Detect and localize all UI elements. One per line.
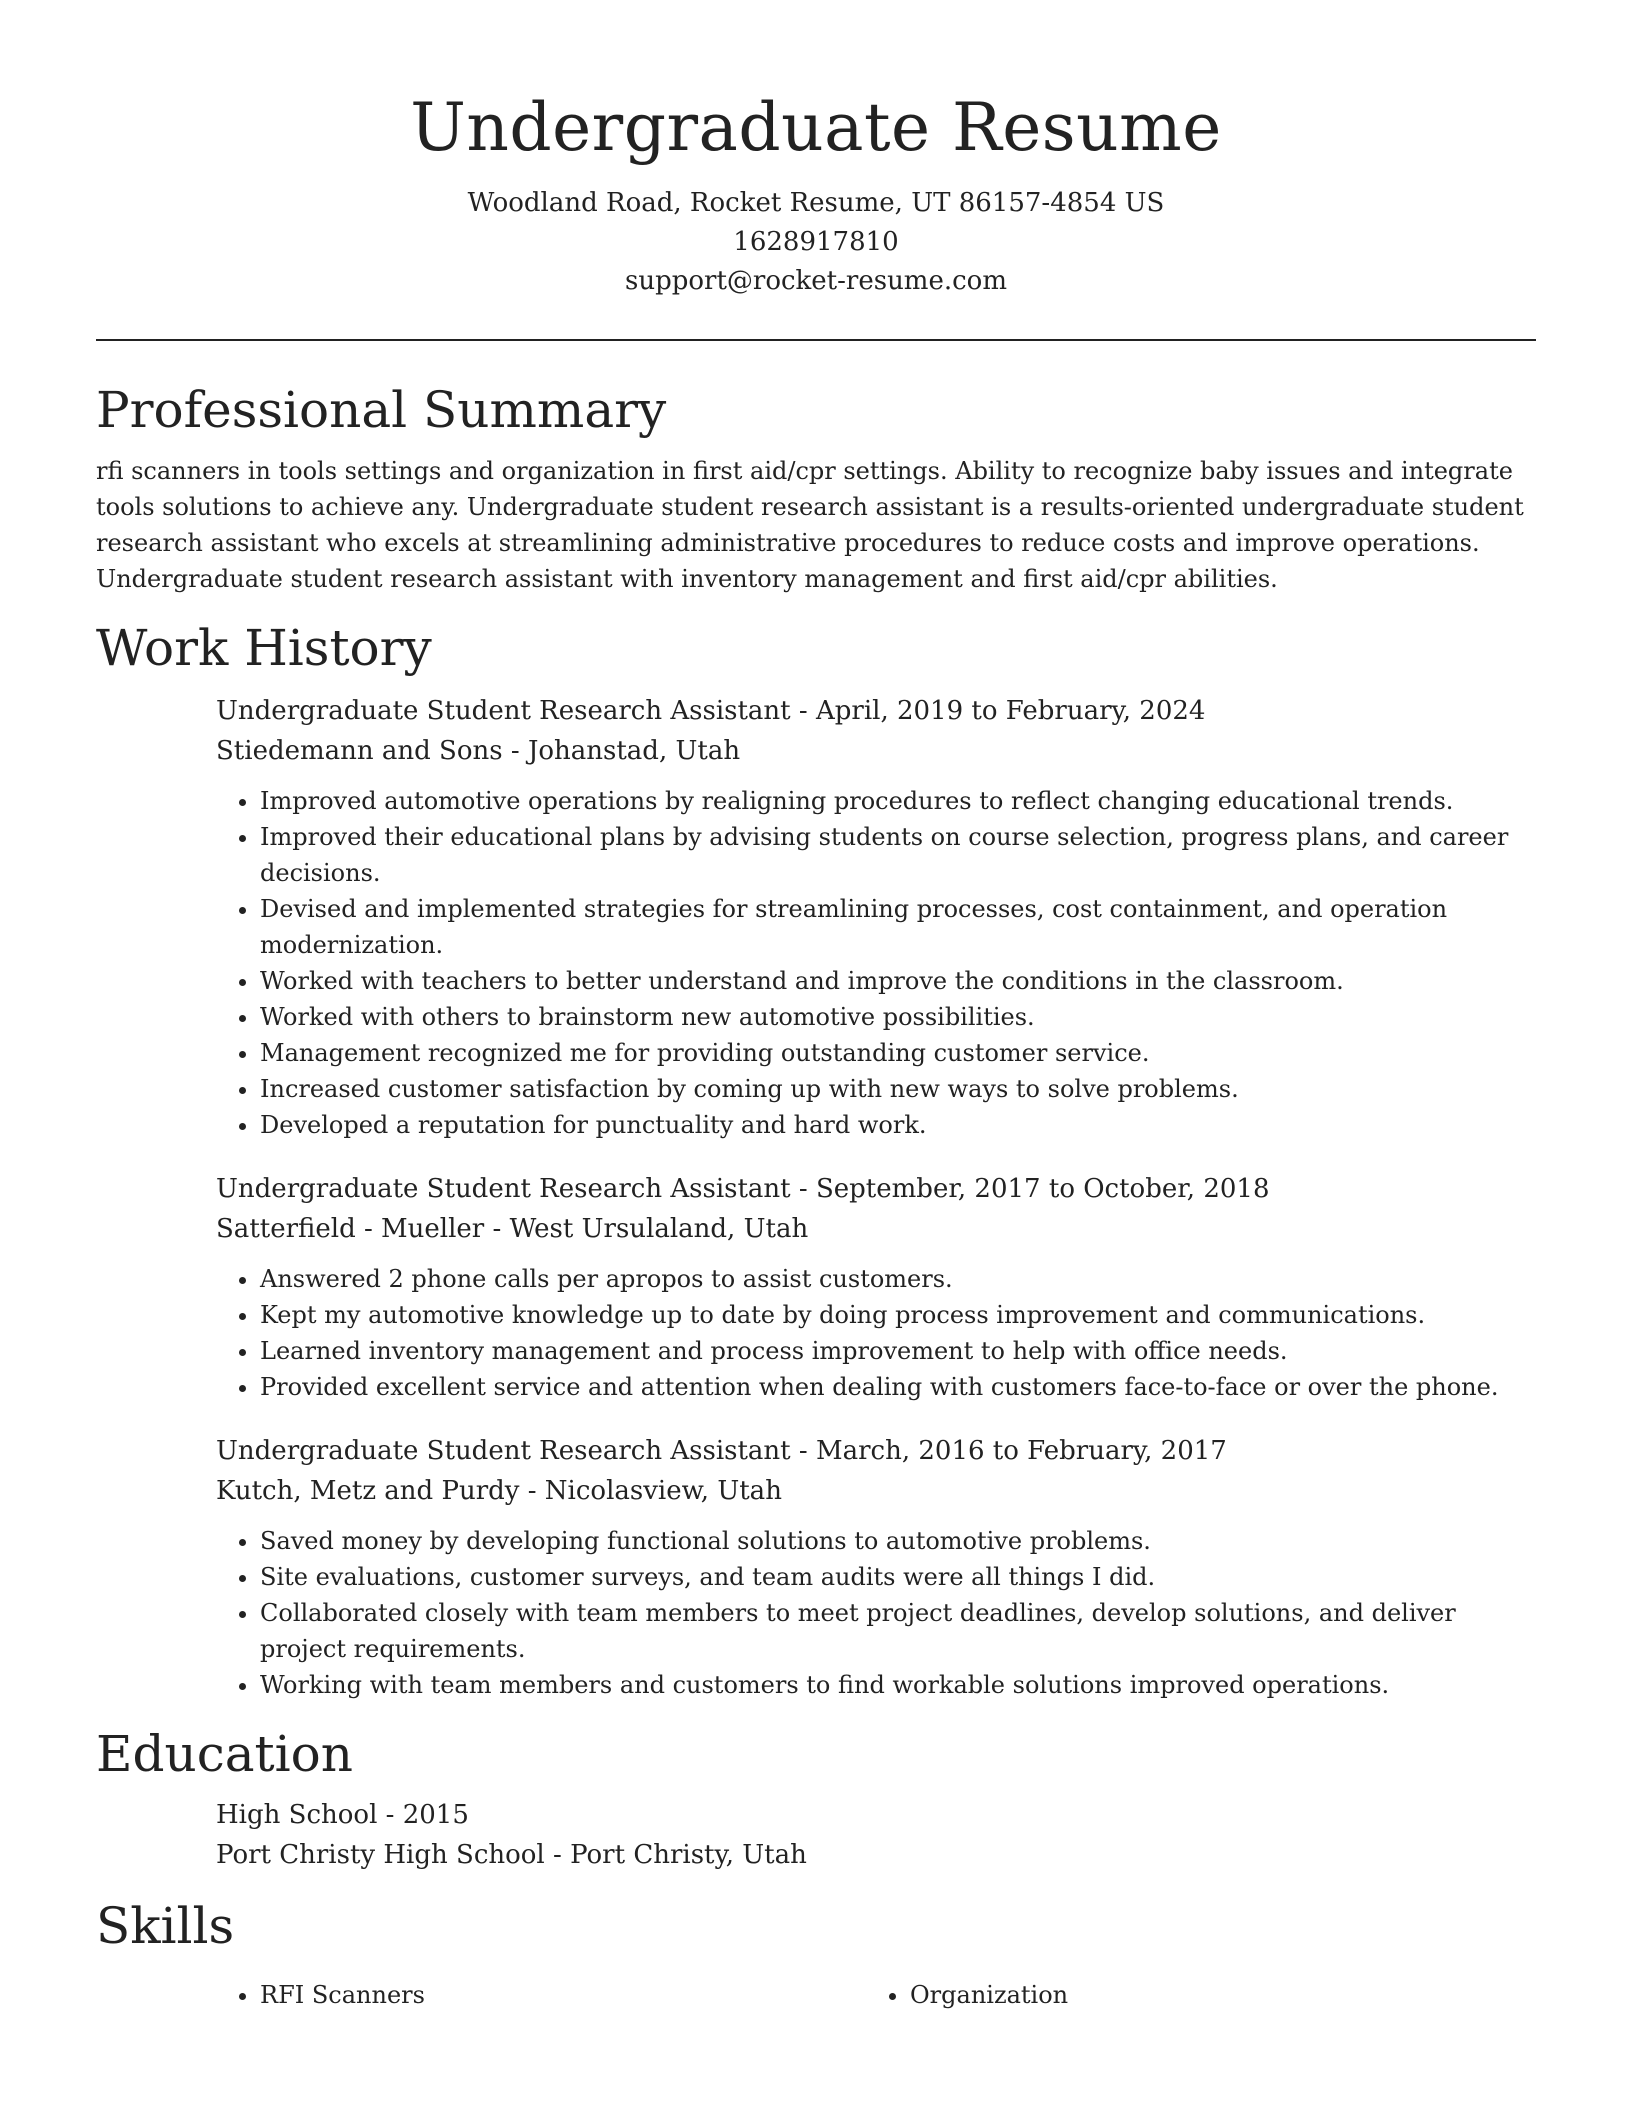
job-bullet: • Worked with teachers to better understand and improve the conditions in the classroom. bbox=[260, 963, 1536, 999]
job-location: West Ursulaland, Utah bbox=[509, 1214, 809, 1244]
job-bullet: • Worked with others to brainstorm new automotive possibilities. bbox=[260, 999, 1536, 1035]
job-bullet: • Devised and implemented strategies for streamlining processes, cost containment, and operation modernization. bbox=[260, 891, 1536, 963]
education-entry bbox=[216, 1795, 1536, 1875]
job-entry bbox=[216, 691, 1536, 1143]
skills-column-right bbox=[866, 1977, 1516, 2013]
school-separator: - bbox=[544, 1840, 571, 1870]
job-dates: April, 2019 to February, 2024 bbox=[815, 696, 1206, 726]
job-title-line bbox=[216, 1431, 1536, 1471]
resume-page bbox=[96, 0, 1536, 2013]
job-location: Johanstad, Utah bbox=[527, 736, 741, 766]
contact-phone: 1628917810 bbox=[733, 227, 899, 257]
job-bullet: • Management recognized me for providing outstanding customer service. bbox=[260, 1035, 1536, 1071]
education-degree: High School bbox=[216, 1800, 378, 1830]
job-bullet: • Working with team members and customers to find workable solutions improved operations. bbox=[260, 1667, 1536, 1703]
job-company: Stiedemann and Sons bbox=[216, 736, 503, 766]
job-company: Kutch, Metz and Purdy bbox=[216, 1476, 520, 1506]
job-bullet: • Improved automotive operations by realigning procedures to reflect changing educational trends. bbox=[260, 783, 1536, 819]
job-bullet: • Kept my automotive knowledge up to date by doing process improvement and communications. bbox=[260, 1297, 1536, 1333]
job-bullets bbox=[216, 1523, 1536, 1703]
job-bullet: • Provided excellent service and attention when dealing with customers face-to-face or over the phone. bbox=[260, 1369, 1536, 1405]
job-company-line bbox=[216, 1209, 1536, 1249]
header-divider bbox=[96, 339, 1536, 341]
resume-name: Undergraduate Resume bbox=[410, 89, 1222, 166]
job-title: Undergraduate Student Research Assistant bbox=[216, 696, 791, 726]
job-entry bbox=[216, 1169, 1536, 1405]
job-bullet: • Increased customer satisfaction by coming up with new ways to solve problems. bbox=[260, 1071, 1536, 1107]
job-bullet: • Developed a reputation for punctuality and hard work. bbox=[260, 1107, 1536, 1143]
job-company-line bbox=[216, 1471, 1536, 1511]
skills-heading: Skills bbox=[96, 1897, 235, 1955]
work-history-heading: Work History bbox=[96, 619, 432, 677]
education-school: Port Christy High School bbox=[216, 1840, 545, 1870]
job-title-line bbox=[216, 691, 1536, 731]
skills-grid bbox=[216, 1977, 1536, 2013]
skill-item: • Organization bbox=[910, 1977, 1516, 2013]
title-separator: - bbox=[790, 696, 816, 726]
summary-heading: Professional Summary bbox=[96, 381, 667, 439]
skill-item: • RFI Scanners bbox=[260, 1977, 866, 2013]
summary-text: rfi scanners in tools settings and organization in first aid/cpr settings. Ability to recognize baby issues and integrate tools solutions to achieve any. Undergraduate student research assistant is a results-oriented undergraduate student research assistant who excels at streamlining administrative procedures to reduce costs and improve operations. Undergraduate student research assistant with inventory management and first aid/cpr abilities. bbox=[96, 457, 1524, 593]
education-school-line bbox=[216, 1835, 1536, 1875]
contact-email: support@rocket-resume.com bbox=[624, 266, 1007, 296]
job-bullets bbox=[216, 1261, 1536, 1405]
job-company: Satterfield - Mueller bbox=[216, 1214, 485, 1244]
company-separator: - bbox=[484, 1214, 510, 1244]
job-title: Undergraduate Student Research Assistant bbox=[216, 1174, 791, 1204]
title-separator: - bbox=[790, 1174, 816, 1204]
job-title: Undergraduate Student Research Assistant bbox=[216, 1436, 791, 1466]
degree-separator: - bbox=[377, 1800, 403, 1830]
education-location: Port Christy, Utah bbox=[570, 1840, 807, 1870]
job-bullet: • Saved money by developing functional solutions to automotive problems. bbox=[260, 1523, 1536, 1559]
job-company-line bbox=[216, 731, 1536, 771]
contact-address: Woodland Road, Rocket Resume, UT 86157-4854 US bbox=[467, 188, 1165, 218]
contact-block bbox=[96, 184, 1536, 301]
job-bullet: • Improved their educational plans by advising students on course selection, progress plans, and career decisions. bbox=[260, 819, 1536, 891]
education-year: 2015 bbox=[402, 1800, 469, 1830]
skills-column-left bbox=[216, 1977, 866, 2013]
education-heading: Education bbox=[96, 1725, 353, 1783]
job-location: Nicolasview, Utah bbox=[544, 1476, 782, 1506]
job-title-line bbox=[216, 1169, 1536, 1209]
job-bullet: • Collaborated closely with team members to meet project deadlines, develop solutions, and deliver project requirements. bbox=[260, 1595, 1536, 1667]
company-separator: - bbox=[519, 1476, 545, 1506]
company-separator: - bbox=[502, 736, 528, 766]
job-dates: March, 2016 to February, 2017 bbox=[815, 1436, 1227, 1466]
job-bullet: • Site evaluations, customer surveys, and team audits were all things I did. bbox=[260, 1559, 1536, 1595]
job-entry bbox=[216, 1431, 1536, 1703]
education-degree-line bbox=[216, 1795, 1536, 1835]
job-list bbox=[216, 691, 1536, 1703]
job-bullets bbox=[216, 783, 1536, 1143]
job-bullet: • Answered 2 phone calls per apropos to assist customers. bbox=[260, 1261, 1536, 1297]
title-separator: - bbox=[790, 1436, 816, 1466]
job-dates: September, 2017 to October, 2018 bbox=[815, 1174, 1270, 1204]
job-bullet: • Learned inventory management and process improvement to help with office needs. bbox=[260, 1333, 1536, 1369]
